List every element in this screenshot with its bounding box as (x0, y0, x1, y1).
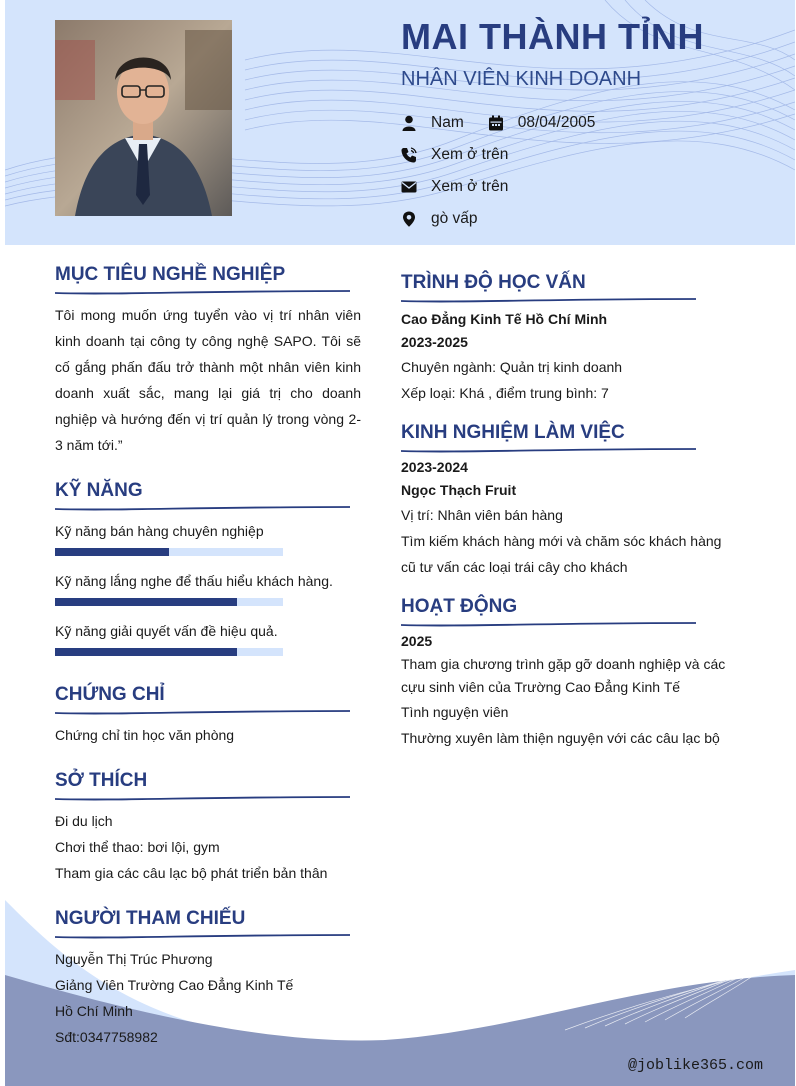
education-section (401, 270, 736, 406)
activity-item: Tình nguyện viên (401, 704, 509, 720)
experience-title: KINH NGHIỆM LÀM VIỆC (401, 422, 625, 443)
certificates-section (55, 682, 361, 748)
education-school: Cao Đẳng Kinh Tế Hồ Chí Minh (401, 311, 608, 327)
experience-role: Vị trí: Nhân viên bán hàng (401, 507, 563, 523)
hobby-item: Đi du lịch (55, 813, 113, 829)
education-period: 2023-2025 (401, 334, 468, 350)
reference-city: Hồ Chí Minh (55, 1003, 133, 1019)
calendar-icon (488, 115, 504, 131)
email-row (401, 176, 508, 198)
skill-bar (55, 548, 283, 556)
activity-item: Thường xuyên làm thiện nguyện với các câu lạc bộ (401, 730, 720, 746)
hobby-item: Chơi thể thao: bơi lội, gym (55, 839, 220, 855)
skill-item (55, 570, 361, 606)
education-major: Chuyên ngành: Quản trị kinh doanh (401, 359, 623, 375)
reference-phone: Sđt:0347758982 (55, 1029, 158, 1045)
objective-text: Tôi mong muốn ứng tuyển vào vị trí nhân viên kinh doanh tại công ty công nghệ SAPO. Tôi sẽ cố gắng phấn đấu trở thành một nhân viên kinh doanh xuất sắc, mang lại giá trị cho doanh nghiệp và hướng đến vị trí quản lý trong vòng 2-3 năm tới.” (55, 307, 361, 453)
candidate-name: MAI THÀNH TỈNH (401, 16, 704, 57)
email-value: Xem ở trên (431, 178, 509, 195)
experience-section (401, 420, 736, 580)
skills-section (55, 478, 361, 656)
skill-name: Kỹ năng giải quyết vấn đề hiệu quả. (55, 623, 278, 639)
skill-bar-fill (55, 598, 237, 606)
section-underline (401, 446, 696, 454)
address-row (401, 208, 478, 230)
envelope-icon (401, 179, 417, 195)
activities-section (401, 594, 736, 751)
skill-item (55, 620, 361, 656)
skill-name: Kỹ năng lắng nghe để thấu hiểu khách hàng. (55, 573, 333, 589)
section-underline (401, 296, 696, 304)
references-section (55, 906, 361, 1050)
section-underline (55, 794, 350, 802)
skill-item (55, 520, 361, 556)
skill-bar (55, 648, 283, 656)
phone-value: Xem ở trên (431, 146, 509, 163)
skill-name: Kỹ năng bán hàng chuyên nghiệp (55, 523, 264, 539)
phone-row (401, 144, 508, 166)
references-title: NGƯỜI THAM CHIẾU (55, 908, 246, 929)
candidate-position: NHÂN VIÊN KINH DOANH (401, 68, 642, 90)
phone-icon (401, 147, 417, 163)
activities-year: 2025 (401, 633, 433, 649)
left-column (55, 262, 361, 1050)
activities-title: HOẠT ĐỘNG (401, 596, 518, 617)
activity-item: Tham gia chương trình gặp gỡ doanh nghiệp và các cựu sinh viên của Trường Cao Đẳng Kinh Tế (401, 656, 726, 695)
education-title: TRÌNH ĐỘ HỌC VẤN (401, 272, 586, 293)
address-value: gò vấp (431, 210, 478, 227)
birthdate-value: 08/04/2005 (517, 114, 596, 131)
hobbies-section (55, 768, 361, 886)
experience-company: Ngọc Thạch Fruit (401, 482, 517, 498)
skills-title: KỸ NĂNG (55, 480, 143, 501)
certificates-title: CHỨNG CHỈ (55, 684, 165, 705)
objective-section (55, 262, 361, 458)
education-grade: Xếp loại: Khá , điểm trung bình: 7 (401, 385, 609, 401)
gender-value: Nam (431, 114, 464, 131)
skill-bar (55, 598, 283, 606)
section-underline (55, 504, 350, 512)
experience-description: Tìm kiếm khách hàng mới và chăm sóc khách hàng cũ tư vấn các loại trái cây cho khách (401, 533, 722, 575)
right-column (401, 270, 736, 751)
user-icon (401, 115, 417, 131)
certificate-item: Chứng chỉ tin học văn phòng (55, 727, 235, 743)
skill-bar-fill (55, 648, 237, 656)
reference-title: Giảng Viên Trường Cao Đẳng Kinh Tế (55, 977, 294, 993)
skill-bar-fill (55, 548, 169, 556)
hobbies-title: SỞ THÍCH (55, 770, 148, 791)
section-underline (401, 620, 696, 628)
cv-header (5, 0, 795, 245)
section-underline (55, 932, 350, 940)
section-underline (55, 708, 350, 716)
location-pin-icon (401, 211, 417, 227)
experience-period: 2023-2024 (401, 459, 468, 475)
cv-page (5, 0, 795, 1086)
objective-title: MỤC TIÊU NGHỀ NGHIỆP (55, 264, 286, 285)
profile-photo (55, 20, 232, 216)
reference-name: Nguyễn Thị Trúc Phương (55, 951, 213, 967)
hobby-item: Tham gia các câu lạc bộ phát triển bản thân (55, 865, 328, 881)
watermark-text: @joblike365.com (627, 1057, 763, 1074)
gender-birthdate-row (401, 112, 595, 134)
section-underline (55, 288, 350, 296)
